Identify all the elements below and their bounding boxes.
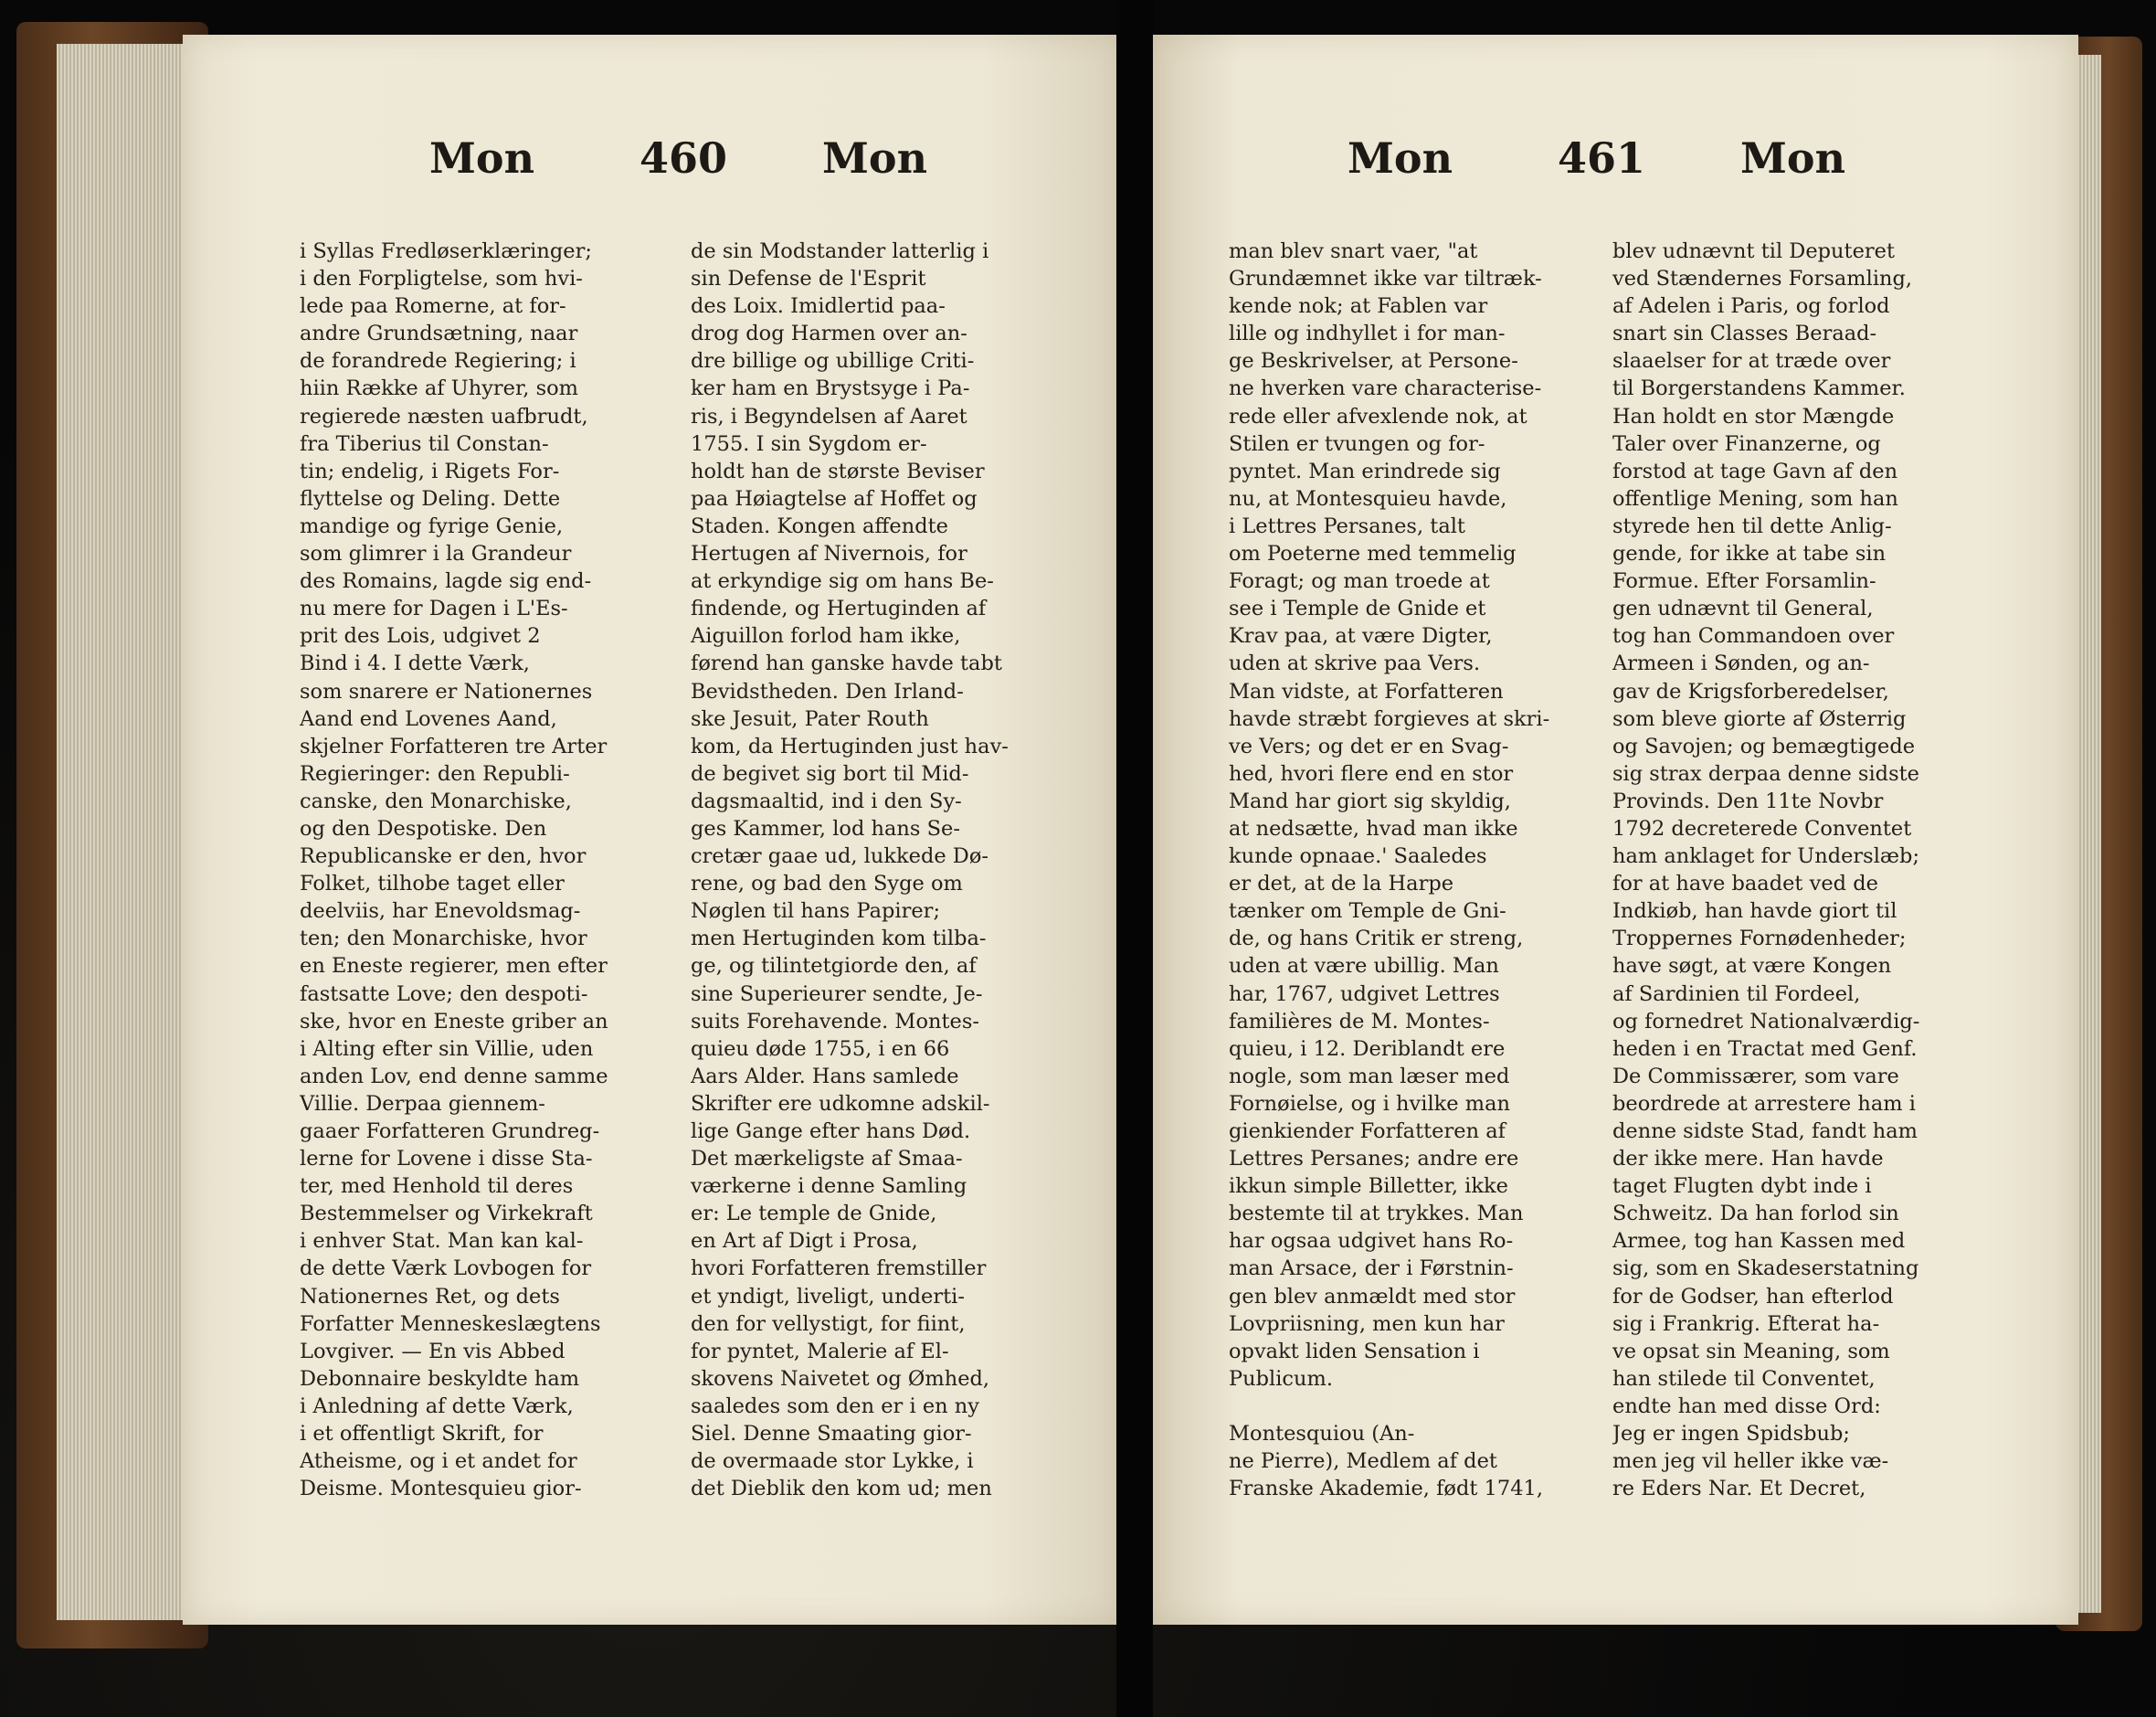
text-line: som snarere er Nationernes bbox=[300, 679, 593, 704]
text-line: quieu, i 12. Deriblandt ere bbox=[1229, 1036, 1506, 1061]
text-line: sig, som en Skadeserstatning bbox=[1612, 1256, 1919, 1281]
text-line: andre Grundsætning, naar bbox=[300, 322, 578, 346]
text-line: Franske Akademie, født 1741, bbox=[1229, 1477, 1543, 1501]
text-line: rene, og bad den Syge om bbox=[691, 872, 963, 896]
text-line: Republicanske er den, hvor bbox=[300, 844, 587, 869]
text-line: i enhver Stat. Man kan kal- bbox=[300, 1229, 584, 1254]
text-line: Troppernes Fornødenheder; bbox=[1612, 927, 1907, 951]
text-line: de forandrede Regiering; i bbox=[300, 349, 576, 374]
text-line: og Savojen; og bemægtigede bbox=[1612, 734, 1916, 758]
text-line: gen blev anmældt med stor bbox=[1229, 1284, 1516, 1309]
text-line: for at have baadet ved de bbox=[1612, 872, 1878, 896]
text-line: Krav paa, at være Digter, bbox=[1229, 624, 1493, 649]
text-line: ve Vers; og det er en Svag- bbox=[1229, 734, 1509, 758]
text-line: Debonnaire beskyldte ham bbox=[300, 1366, 580, 1391]
text-line: heden i en Tractat med Genf. bbox=[1612, 1036, 1918, 1061]
text-line: man blev snart vaer, "at bbox=[1229, 239, 1478, 263]
text-line: Aand end Lovenes Aand, bbox=[300, 706, 557, 731]
text-line: Stilen er tvungen og for- bbox=[1229, 431, 1485, 456]
paragraph bbox=[300, 238, 658, 1502]
text-column bbox=[691, 238, 1050, 1502]
text-line: som bleve giorte af Østerrig bbox=[1612, 706, 1907, 731]
text-line: for de Godser, han efterlod bbox=[1612, 1284, 1894, 1309]
text-line: Deisme. Montesquieu gior- bbox=[300, 1477, 582, 1501]
text-line: og fornedret Nationalværdig- bbox=[1612, 1009, 1920, 1033]
text-line: Atheisme, og i et andet for bbox=[300, 1449, 577, 1474]
text-line: om Poeterne med temmelig bbox=[1229, 542, 1517, 567]
text-line: Lovpriisning, men kun har bbox=[1229, 1311, 1505, 1336]
text-line: offentlige Mening, som han bbox=[1612, 486, 1898, 511]
paragraph bbox=[691, 238, 1050, 1502]
text-line: suits Forehavende. Montes- bbox=[691, 1009, 979, 1033]
text-line: Aars Alder. Hans samlede bbox=[691, 1064, 959, 1088]
text-line: en Eneste regierer, men efter bbox=[300, 954, 608, 979]
text-line: Han holdt en stor Mængde bbox=[1612, 404, 1895, 429]
text-line: Regieringer: den Republi- bbox=[300, 761, 570, 786]
text-line: gende, for ikke at tabe sin bbox=[1612, 542, 1886, 567]
text-line: Armee, tog han Kassen med bbox=[1612, 1229, 1906, 1254]
left-page bbox=[183, 35, 1124, 1625]
paragraph bbox=[1612, 238, 1971, 1502]
text-line: ker ham en Brystsyge i Pa- bbox=[691, 376, 970, 401]
text-line: men Hertuginden kom tilba- bbox=[691, 927, 987, 951]
text-column bbox=[1229, 238, 1588, 1502]
text-line: lille og indhyllet i for man- bbox=[1229, 322, 1506, 346]
right-page bbox=[1147, 35, 2078, 1625]
text-column bbox=[300, 238, 658, 1502]
text-line: prit des Lois, udgivet 2 bbox=[300, 624, 541, 649]
text-line: man Arsace, der i Førstnin- bbox=[1229, 1256, 1514, 1281]
page-number: 460 bbox=[639, 133, 728, 183]
text-line: nu, at Montesquieu havde, bbox=[1229, 486, 1507, 511]
text-line: Fornøielse, og i hvilke man bbox=[1229, 1091, 1510, 1116]
text-line: Villie. Derpaa giennem- bbox=[300, 1091, 545, 1116]
text-line: de dette Værk Lovbogen for bbox=[300, 1256, 592, 1281]
text-line: der ikke mere. Han havde bbox=[1612, 1147, 1884, 1171]
text-line: i den Forpligtelse, som hvi- bbox=[300, 267, 583, 291]
text-line: i Syllas Fredløserklæringer; bbox=[300, 239, 592, 263]
text-line: anden Lov, end denne samme bbox=[300, 1064, 608, 1088]
text-line: Grundæmnet ikke var tiltræk- bbox=[1229, 267, 1542, 291]
text-line: ve opsat sin Meaning, som bbox=[1612, 1339, 1890, 1363]
text-line: ge Beskrivelser, at Persone- bbox=[1229, 349, 1518, 374]
text-line: nu mere for Dagen i L'Es- bbox=[300, 597, 568, 621]
paragraph bbox=[1229, 238, 1588, 1393]
text-line: Hertugen af Nivernois, for bbox=[691, 542, 967, 567]
text-line: beordrede at arrestere ham i bbox=[1612, 1091, 1916, 1116]
text-line: ges Kammer, lod hans Se- bbox=[691, 816, 960, 841]
text-line: er: Le temple de Gnide, bbox=[691, 1202, 937, 1226]
text-line: gienkiender Forfatteren af bbox=[1229, 1119, 1506, 1143]
text-line: drog dog Harmen over an- bbox=[691, 322, 967, 346]
text-line: Det mærkeligste af Smaa- bbox=[691, 1147, 963, 1171]
text-line: de begivet sig bort til Mid- bbox=[691, 761, 969, 786]
text-line: Nøglen til hans Papirer; bbox=[691, 899, 941, 924]
text-line: skjelner Forfatteren tre Arter bbox=[300, 734, 608, 758]
text-line: fra Tiberius til Constan- bbox=[300, 431, 549, 456]
text-line: og den Despotiske. Den bbox=[300, 816, 547, 841]
text-line: har, 1767, udgivet Lettres bbox=[1229, 981, 1500, 1006]
text-line: denne sidste Stad, fandt ham bbox=[1612, 1119, 1918, 1143]
text-line: tænker om Temple de Gni- bbox=[1229, 899, 1506, 924]
text-line: kende nok; at Fablen var bbox=[1229, 294, 1488, 319]
text-line: blev udnævnt til Deputeret bbox=[1612, 239, 1896, 263]
text-line: des Loix. Imidlertid paa- bbox=[691, 294, 946, 319]
text-line: paa Høiagtelse af Hoffet og bbox=[691, 486, 978, 511]
text-line: saaledes som den er i en ny bbox=[691, 1394, 979, 1418]
text-line: værkerne i denne Samling bbox=[691, 1174, 967, 1199]
text-line: fastsatte Love; den despoti- bbox=[300, 981, 588, 1006]
running-head-right: Mon bbox=[1740, 133, 1846, 183]
text-line: at nedsætte, hvad man ikke bbox=[1229, 816, 1518, 841]
text-line: de sin Modstander latterlig i bbox=[691, 239, 989, 263]
paragraph bbox=[1229, 1420, 1588, 1502]
text-line: Armeen i Sønden, og an- bbox=[1612, 652, 1870, 676]
text-line: bestemte til at trykkes. Man bbox=[1229, 1202, 1524, 1226]
text-line: see i Temple de Gnide et bbox=[1229, 597, 1486, 621]
text-line: sig i Frankrig. Efterat ha- bbox=[1612, 1311, 1880, 1336]
text-line: flyttelse og Deling. Dette bbox=[300, 486, 561, 511]
text-line: Forfatter Menneskeslægtens bbox=[300, 1311, 601, 1336]
text-line: hiin Række af Uhyrer, som bbox=[300, 376, 579, 401]
text-line: et yndigt, liveligt, underti- bbox=[691, 1284, 965, 1309]
text-line: for pyntet, Malerie af El- bbox=[691, 1339, 949, 1363]
text-line: Provinds. Den 11te Novbr bbox=[1612, 789, 1884, 813]
text-line: 1755. I sin Sygdom er- bbox=[691, 431, 927, 456]
text-line: dre billige og ubillige Criti- bbox=[691, 349, 975, 374]
text-line: mandige og fyrige Genie, bbox=[300, 514, 564, 538]
text-line: den for vellystigt, for fiint, bbox=[691, 1311, 966, 1336]
text-line: gav de Krigsforberedelser, bbox=[1612, 679, 1889, 704]
text-line: Indkiøb, han havde giort til bbox=[1612, 899, 1897, 924]
page-edges-left bbox=[57, 44, 194, 1620]
text-line: gaaer Forfatteren Grundreg- bbox=[300, 1119, 600, 1143]
text-line: endte han med disse Ord: bbox=[1612, 1394, 1881, 1418]
text-line: tog han Commandoen over bbox=[1612, 624, 1895, 649]
text-line: sin Defense de l'Esprit bbox=[691, 267, 926, 291]
text-line: som glimrer i la Grandeur bbox=[300, 542, 572, 567]
text-line: des Romains, lagde sig end- bbox=[300, 569, 592, 594]
text-line: familières de M. Montes- bbox=[1229, 1009, 1490, 1033]
text-line: re Eders Nar. Et Decret, bbox=[1612, 1477, 1866, 1501]
text-line: havde stræbt forgieves at skri- bbox=[1229, 706, 1550, 731]
text-line: til Borgerstandens Kammer. bbox=[1612, 376, 1906, 401]
text-line: Formue. Efter Forsamlin- bbox=[1612, 569, 1876, 594]
text-line: kunde opnaae.' Saaledes bbox=[1229, 844, 1487, 869]
text-line: Bind i 4. I dette Værk, bbox=[300, 652, 530, 676]
text-line: Skrifter ere udkomne adskil- bbox=[691, 1091, 990, 1116]
text-line: af Sardinien til Fordeel, bbox=[1612, 981, 1861, 1006]
text-line: Schweitz. Da han forlod sin bbox=[1612, 1202, 1899, 1226]
text-line: taget Flugten dybt inde i bbox=[1612, 1174, 1872, 1199]
text-line: rede eller afvexlende nok, at bbox=[1229, 404, 1527, 429]
text-line: Bestemmelser og Virkekraft bbox=[300, 1202, 593, 1226]
text-line: tin; endelig, i Rigets For- bbox=[300, 459, 560, 483]
text-line: ikkun simple Billetter, ikke bbox=[1229, 1174, 1508, 1199]
text-line: canske, den Monarchiske, bbox=[300, 789, 572, 813]
text-line: regierede næsten uafbrudt, bbox=[300, 404, 588, 429]
text-line: førend han ganske havde tabt bbox=[691, 652, 1002, 676]
text-line: i Lettres Persanes, talt bbox=[1229, 514, 1465, 538]
text-line: det Dieblik den kom ud; men bbox=[691, 1477, 992, 1501]
text-line: lerne for Lovene i disse Sta- bbox=[300, 1147, 593, 1171]
text-line: Lovgiver. — En vis Abbed bbox=[300, 1339, 565, 1363]
text-line: Montesquiou (An- bbox=[1229, 1421, 1415, 1446]
text-line: de overmaade stor Lykke, i bbox=[691, 1449, 974, 1474]
text-line: ge, og tilintetgiorde den, af bbox=[691, 954, 977, 979]
text-line: cretær gaae ud, lukkede Dø- bbox=[691, 844, 988, 869]
text-line: hed, hvori flere end en stor bbox=[1229, 761, 1514, 786]
text-line: ter, med Henhold til deres bbox=[300, 1174, 574, 1199]
text-line: skovens Naivetet og Ømhed, bbox=[691, 1366, 990, 1391]
page-number: 461 bbox=[1558, 133, 1646, 183]
text-line: Nationernes Ret, og dets bbox=[300, 1284, 560, 1309]
text-line: Folket, tilhobe taget eller bbox=[300, 872, 565, 896]
text-line: De Commissærer, som vare bbox=[1612, 1064, 1899, 1088]
text-line: Staden. Kongen affendte bbox=[691, 514, 948, 538]
text-line: Taler over Finanzerne, og bbox=[1612, 431, 1881, 456]
text-line: nogle, som man læser med bbox=[1229, 1064, 1510, 1088]
text-line: sine Superieurer sendte, Je- bbox=[691, 981, 983, 1006]
text-line: gen udnævnt til General, bbox=[1612, 597, 1874, 621]
text-line: Jeg er ingen Spidsbub; bbox=[1612, 1422, 1851, 1447]
text-line: men jeg vil heller ikke væ- bbox=[1612, 1449, 1889, 1474]
text-column bbox=[1612, 238, 1971, 1502]
text-line: lige Gange efter hans Død. bbox=[691, 1119, 971, 1143]
text-line: ten; den Monarchiske, hvor bbox=[300, 927, 587, 951]
running-head-right: Mon bbox=[822, 133, 928, 183]
text-line: ris, i Begyndelsen af Aaret bbox=[691, 404, 967, 429]
text-line: forstod at tage Gavn af den bbox=[1612, 459, 1898, 483]
text-line: Bevidstheden. Den Irland- bbox=[691, 679, 964, 704]
text-line: en Art af Digt i Prosa, bbox=[691, 1229, 918, 1254]
text-line: uden at skrive paa Vers. bbox=[1229, 652, 1481, 676]
text-line: Lettres Persanes; andre ere bbox=[1229, 1147, 1519, 1171]
text-line: sig strax derpaa denne sidste bbox=[1612, 761, 1919, 786]
text-line: har ogsaa udgivet hans Ro- bbox=[1229, 1229, 1514, 1254]
text-line: ne hverken vare characterise- bbox=[1229, 376, 1542, 401]
text-line: hvori Forfatteren fremstiller bbox=[691, 1256, 987, 1281]
text-line: holdt han de største Beviser bbox=[691, 459, 985, 483]
text-line: deelviis, har Enevoldsmag- bbox=[300, 899, 581, 924]
text-line: Aiguillon forlod ham ikke, bbox=[691, 624, 961, 649]
text-line: quieu døde 1755, i en 66 bbox=[691, 1036, 950, 1061]
text-line: Siel. Denne Smaating gior- bbox=[691, 1422, 972, 1447]
running-head-left: Mon bbox=[429, 133, 535, 183]
text-line: ske Jesuit, Pater Routh bbox=[691, 706, 929, 731]
text-line: ne Pierre), Medlem af det bbox=[1229, 1449, 1497, 1474]
text-line: af Adelen i Paris, og forlod bbox=[1612, 294, 1890, 319]
text-line: snart sin Classes Beraad- bbox=[1612, 322, 1877, 346]
text-line: i Anledning af dette Værk, bbox=[300, 1394, 574, 1418]
text-line: dagsmaaltid, ind i den Sy- bbox=[691, 789, 962, 813]
text-line: ske, hvor en Eneste griber an bbox=[300, 1009, 608, 1033]
book-gutter bbox=[1116, 0, 1153, 1717]
text-line: at erkyndige sig om hans Be- bbox=[691, 569, 994, 594]
text-line: han stilede til Conventet, bbox=[1612, 1366, 1876, 1391]
text-line: Man vidste, at Forfatteren bbox=[1229, 679, 1504, 704]
text-line: kom, da Hertuginden just hav- bbox=[691, 734, 1009, 758]
text-line: ved Stændernes Forsamling, bbox=[1612, 267, 1913, 291]
text-line: Foragt; og man troede at bbox=[1229, 569, 1490, 594]
text-line: opvakt liden Sensation i bbox=[1229, 1339, 1480, 1363]
text-line: pyntet. Man erindrede sig bbox=[1229, 459, 1501, 483]
running-head-left: Mon bbox=[1348, 133, 1453, 183]
text-line: styrede hen til dette Anlig- bbox=[1612, 514, 1892, 538]
text-line: i Alting efter sin Villie, uden bbox=[300, 1036, 594, 1061]
text-line: have søgt, at være Kongen bbox=[1612, 954, 1892, 979]
text-line: findende, og Hertuginden af bbox=[691, 597, 987, 621]
text-line: Mand har giort sig skyldig, bbox=[1229, 789, 1511, 813]
text-line: Publicum. bbox=[1229, 1366, 1334, 1391]
text-line: er det, at de la Harpe bbox=[1229, 872, 1454, 896]
text-line: slaaelser for at træde over bbox=[1612, 349, 1891, 374]
text-line: ham anklaget for Underslæb; bbox=[1612, 844, 1920, 869]
text-line: lede paa Romerne, at for- bbox=[300, 294, 566, 319]
text-line: 1792 decreterede Conventet bbox=[1612, 816, 1912, 841]
text-line: uden at være ubillig. Man bbox=[1229, 954, 1499, 979]
text-line: de, og hans Critik er streng, bbox=[1229, 927, 1524, 951]
text-line: i et offentligt Skrift, for bbox=[300, 1422, 544, 1447]
